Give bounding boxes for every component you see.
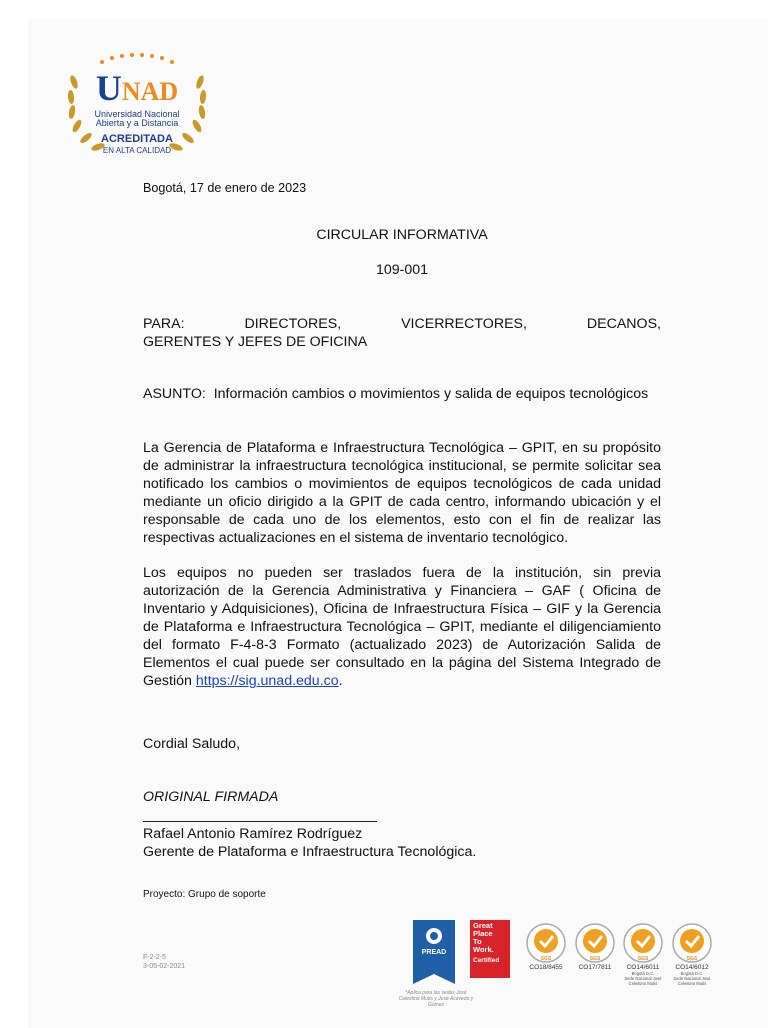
subject-label: ASUNTO: bbox=[143, 386, 206, 402]
gptw-badge bbox=[470, 920, 510, 978]
sgs-label-2: SGS bbox=[589, 956, 601, 962]
signer-block bbox=[143, 825, 661, 861]
signer-title: Gerente de Plataforma e Infraestructura Tecnológica. bbox=[143, 844, 477, 860]
signed-note: ORIGINAL FIRMADA bbox=[143, 789, 279, 805]
recipient-2: VICERRECTORES, bbox=[401, 316, 527, 332]
cert-sub-3a: Bogotá D.C. bbox=[631, 971, 655, 976]
letter-number: 109-001 bbox=[375, 262, 429, 278]
letter-date: Bogotá, 17 de enero de 2023 bbox=[143, 181, 307, 195]
gptw-line3: To bbox=[473, 937, 482, 946]
form-code bbox=[143, 953, 185, 971]
sgs-label-1: SGS bbox=[540, 956, 552, 962]
logo-quality: EN ALTA CALIDAD bbox=[102, 146, 172, 155]
sgs-cert-1 bbox=[525, 922, 567, 971]
pread-label: PREAD bbox=[421, 949, 447, 956]
pread-ribbon-icon bbox=[413, 920, 455, 984]
cert-sub-4a: Bogotá D.C. bbox=[680, 971, 704, 976]
para-label: PARA: bbox=[143, 316, 185, 332]
sig-link[interactable]: https://sig.unad.edu.co bbox=[195, 673, 339, 689]
signature-line bbox=[143, 821, 377, 822]
pread-badge bbox=[413, 920, 455, 984]
paragraph-2 bbox=[143, 564, 661, 690]
recipient-1: DIRECTORES, bbox=[244, 316, 342, 332]
letter-title: CIRCULAR INFORMATIVA bbox=[316, 227, 488, 243]
closing: Cordial Saludo, bbox=[143, 736, 241, 752]
gptw-line1: Great bbox=[473, 921, 493, 930]
cert-code-3: CO14/6011 bbox=[626, 964, 660, 971]
signer-name: Rafael Antonio Ramírez Rodríguez bbox=[143, 826, 363, 842]
sgs-seal-icon bbox=[671, 922, 713, 964]
recipients bbox=[143, 315, 661, 351]
sgs-seal-icon bbox=[574, 922, 616, 964]
subject-text: Información cambios o movimientos y salida de equipos tecnológicos bbox=[213, 386, 649, 402]
footnote: *Aplica para las sedes José Celestino Mutis y José Acevedo y Gómez bbox=[398, 990, 474, 1008]
form-code-2: 3-05-02-2021 bbox=[143, 963, 186, 970]
form-code-1: F-2-2-5 bbox=[143, 954, 166, 961]
gptw-line2: Place bbox=[473, 929, 493, 938]
cert-code-2: CO17/7811 bbox=[578, 964, 612, 971]
logo-unad-text: UNAD bbox=[95, 68, 179, 108]
gptw-line4: Work. bbox=[473, 945, 494, 954]
logo-university-name: Universidad Nacional Abierta y a Distancia bbox=[94, 109, 180, 128]
paragraph-2-end: . bbox=[338, 673, 343, 689]
subject bbox=[143, 385, 661, 403]
recipients-line2: GERENTES Y JEFES DE OFICINA bbox=[143, 334, 368, 350]
paragraph-1: La Gerencia de Plataforma e Infraestructura Tecnológica – GPIT, en su propósito de administrar la infraestructura tecnológica institucional, se permite solicitar sea notificado los cambios o movimientos de equipos tecnológicos de cada unidad mediante un oficio dirigido a la GPIT de cada centro, informando ubicación y el responsable de cada uno de los elementos, esto con el fin de realizar las respectivas actualizaciones en el sistema de inventario tecnológico. bbox=[143, 440, 661, 546]
recipient-3: DECANOS, bbox=[586, 316, 661, 332]
sgs-seal-icon bbox=[622, 922, 664, 964]
sgs-seal-icon bbox=[525, 922, 567, 964]
gptw-certified: Certified bbox=[473, 957, 500, 964]
cert-sub-4b: Sede Nacional José Celestino Mutis bbox=[673, 976, 711, 986]
cert-code-1: CO18/8455 bbox=[529, 964, 563, 971]
sgs-cert-2 bbox=[574, 922, 616, 971]
cert-sub-3b: Sede Nacional José Celestino Mutis bbox=[624, 976, 662, 986]
project-note: Proyecto: Grupo de soporte bbox=[143, 889, 266, 900]
sgs-label-4: SGS bbox=[686, 956, 698, 962]
sgs-cert-4 bbox=[671, 922, 713, 986]
sgs-cert-3 bbox=[622, 922, 664, 986]
logo-accredited: ACREDITADA bbox=[101, 133, 173, 145]
cert-code-4: CO14/6012 bbox=[675, 964, 709, 971]
sgs-label-3: SGS bbox=[637, 956, 649, 962]
paragraph-2-text: Los equipos no pueden ser traslados fuera de la institución, sin previa autorización de la Gerencia Administrativa y Financiera – GAF ( Oficina de Inventario y Adquisiciones), Oficina de Infraestructura Física – GIF y la Gerencia de Plataforma e Infraestructura Tecnológica – GPIT, mediante el diligenciamiento del formato F-4-8-3 Formato (actualizado 2023) de Autorización Salida de Elementos el cual puede ser consultado en la página del Sistema Integrado de Gestión bbox=[143, 565, 661, 689]
